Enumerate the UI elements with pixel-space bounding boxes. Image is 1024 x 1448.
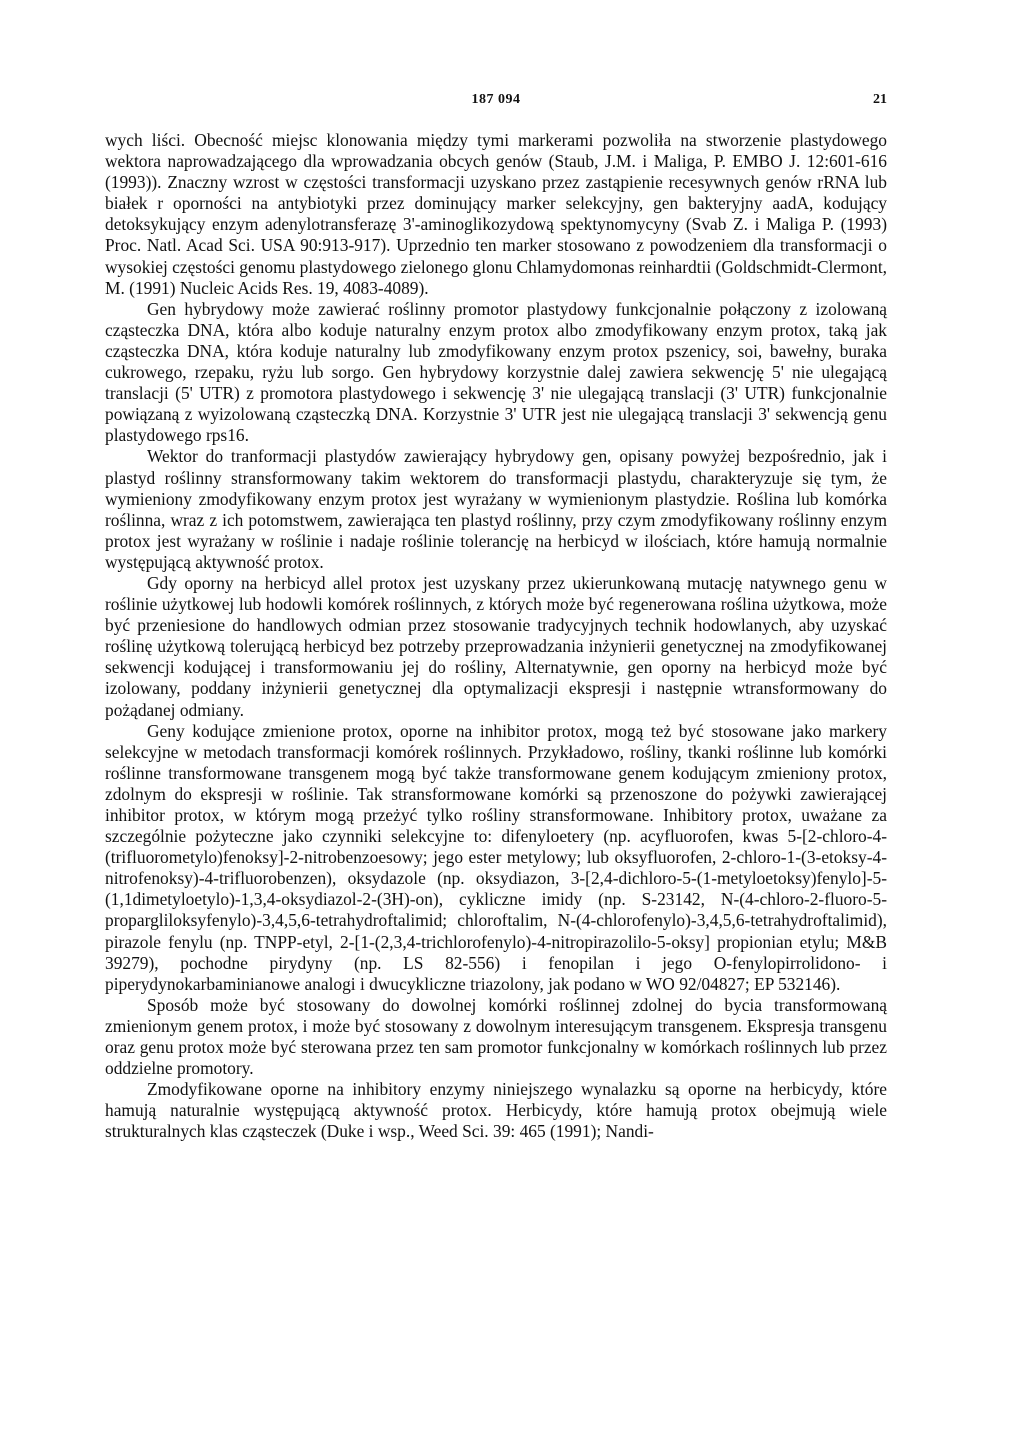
paragraph-plastid-vector: Wektor do tranformacji plastydów zawierający hybrydowy gen, opisany powyżej bezpośrednio, jak i plastyd roślinny stransformowany takim wektorem do transformacji plastydu, charakteryzuje się tym, że wymieniony zmodyfikowany enzym protox jest wyrażany w wymienionym plastydzie. Roślina lub komórka roślinna, wraz z ich potomstwem, zawierająca ten plastyd roślinny, przy czym zmodyfikowany roślinny enzym protox jest wyrażany w roślinie i nadaje roślinie tolerancję na herbicyd w ilościach, które hamują normalnie występującą aktywność protox. — [105, 446, 887, 572]
paragraph-method-use: Sposób może być stosowany do dowolnej komórki roślinnej zdolnej do bycia transformowaną zmienionym genem protox, i może być stosowany z dowolnym interesującym transgenem. Ekspresja transgenu oraz genu protox może być sterowana przez ten sam promotor funkcjonalny w komórkach roślinnych lub przez oddzielne promotory. — [105, 994, 887, 1079]
document-number: 187 094 — [471, 92, 521, 107]
page-number: 21 — [873, 92, 887, 107]
page-header — [105, 92, 887, 114]
body-text — [105, 130, 887, 1143]
paragraph-continuation: wych liści. Obecność miejsc klonowania między tymi markerami pozwoliła na stworzenie plastydowego wektora naprowadzającego dla wprowadzania obcych genów (Staub, J.M. i Maliga, P. EMBO J. 12:601-616 (1993)). Znaczny wzrost w częstości transformacji uzyskano przez zastąpienie recesywnych genów rRNA lub białek r oporności na antybiotyki przez dominujący marker selekcyjny, gen bakteryjny aadA, kodujący detoksykujący enzym adenylotransferazę 3'-aminoglikozydową spektynomycyny (Svab Z. i Maliga P. (1993) Proc. Natl. Acad Sci. USA 90:913-917). Uprzednio ten marker stosowano z powodzeniem dla transformacji o wysokiej częstości genomu plastydowego zielonego glonu Chlamydomonas reinhardtii (Goldschmidt-Clermont, M. (1991) Nucleic Acids Res. 19, 4083-4089). — [105, 130, 887, 298]
paragraph-selection-markers: Geny kodujące zmienione protox, oporne na inhibitor protox, mogą też być stosowane jako markery selekcyjne w metodach transformacji komórek roślinnych. Przykładowo, rośliny, tkanki roślinne lub komórki roślinne transformowane transgenem mogą być także transformowane genem kodującym zmieniony protox, zdolnym do ekspresji w roślinie. Tak stransformowane komórki są przenoszone do pożywki zawierającej inhibitor protox, w którym mogą przeżyć tylko rośliny stransformowane. Inhibitory protox, uważane za szczególnie pożyteczne jako czynniki selekcyjne to: difenyloetery (np. acyfluorofen, kwas 5-[2-chloro-4-(trifluorometylo)fenoksy]-2-nitrobenzoesowy; jego ester metylowy; lub oksyfluorofen, 2-chloro-1-(3-etoksy-4-nitrofenoksy)-4-trifluorobenzen), oksydazole (np. oksydiazon, 3-[2,4-dichloro-5-(1-metyloetoksy)fenylo]-5-(1,1dimetyloetylo)-1,3,4-oksydiazol-2-(3H)-on), cykliczne imidy (np. S-23142, N-(4-chloro-2-fluoro-5-propargliloksyfenylo)-3,4,5,6-tetrahydroftalimid; chloroftalim, N-(4-chlorofenylo)-3,4,5,6-tetrahydroftalimid), pirazole fenylu (np. TNPP-etyl, 2-[1-(2,3,4-trichlorofenylo)-4-nitropirazolilo-5-oksy] propionian etylu; M&B 39279), pochodne pirydyny (np. LS 82-556) i fenopilan i jego O-fenylopirrolidono- i piperydynokarbaminianowe analogi i dwucykliczne triazolony, jak podano w WO 92/04827; EP 532146). — [105, 720, 887, 994]
paragraph-modified-enzymes: Zmodyfikowane oporne na inhibitory enzymy niniejszego wynalazku są oporne na herbicydy, które hamują naturalnie występującą aktywność protox. Herbicydy, które hamują protox obejmują wiele strukturalnych klas cząsteczek (Duke i wsp., Weed Sci. 39: 465 (1991); Nandi- — [105, 1079, 887, 1142]
paragraph-resistant-allele: Gdy oporny na herbicyd allel protox jest uzyskany przez ukierunkowaną mutację natywnego genu w roślinie użytkowej lub hodowli komórek roślinnych, z których może być regenerowana roślina użytkowa, może być przeniesione do handlowych odmian przez stosowanie tradycyjnych technik hodowlanych, aby uzyskać roślinę użytkową tolerującą herbicyd bez potrzeby przeprowadzania inżynierii genetycznej na zmodyfikowanej sekwencji kodującej i transformowaniu jej do rośliny, Alternatywnie, gen oporny na herbicyd może być izolowany, poddany inżynierii genetycznej dla optymalizacji ekspresji i następnie wtransformowany do pożądanej odmiany. — [105, 572, 887, 720]
paragraph-hybrid-gene: Gen hybrydowy może zawierać roślinny promotor plastydowy funkcjonalnie połączony z izolowaną cząsteczka DNA, która albo koduje naturalny enzym protox albo zmodyfikowany enzym protox, taką jak cząsteczka DNA, która koduje naturalny lub zmodyfikowany enzym protox pszenicy, soi, bawełny, buraka cukrowego, rzepaku, ryżu lub sorgo. Gen hybrydowy korzystnie dalej zawiera sekwencję 5' nie ulegającą translacji (5' UTR) z promotora plastydowego i sekwencję 3' nie ulegającą translacji (3' UTR) funkcjonalnie powiązaną z wyizolowaną cząsteczką DNA. Korzystnie 3' UTR jest nie ulegającą translacji 3' sekwencją genu plastydowego rps16. — [105, 298, 887, 446]
